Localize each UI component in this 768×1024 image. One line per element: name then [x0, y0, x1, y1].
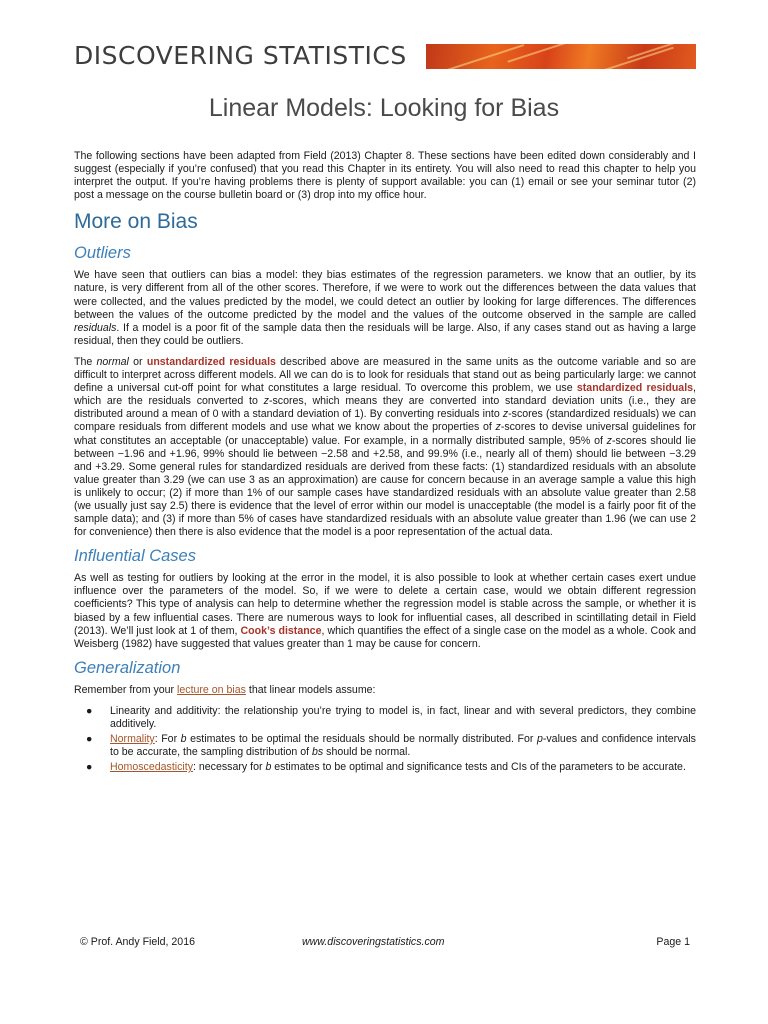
link-normality[interactable]: Normality: [110, 733, 155, 746]
list-item: ● Normality: For b estimates to be optimal the residuals should be normally distributed. For p-values and confidence intervals to be accurate, the sampling distribution of bs should be normal.: [86, 733, 696, 759]
bullet-icon: ●: [86, 733, 93, 746]
list-item: ● Homoscedasticity: necessary for b estimates to be optimal and significance tests and CIs of the parameters to be accurate.: [86, 761, 686, 774]
link-lecture-on-bias[interactable]: lecture on bias: [177, 683, 246, 696]
footer-page-number: Page 1: [656, 936, 690, 948]
bullet-icon: ●: [86, 704, 93, 717]
term-standardized-residuals: standardized residuals: [576, 382, 694, 395]
list-item: ● Linearity and additivity: the relationship you’re trying to model is, in fact, linear and with several predictors, they combine additively.: [86, 704, 696, 730]
page-title: Linear Models: Looking for Bias: [208, 94, 560, 122]
influential-paragraph: As well as testing for outliers by looking at the error in the model, it is also possible to look at whether certain cases exert undue influence over the parameters of the model. So, if we were to delete a certain case, would we obtain different regression coefficients? This type of analysis can help to determine whether the regression model is stable across the sample, or whether it is biased by a few influential cases. There are numerous ways to look for influential cases, all described in scintillating detail in Field (2013). We’ll just look at 1 of them, Cook’s distance, which quantifies the effect of a single case on the model as a whole. Cook and Weisberg (1982) have suggested that values greater than 1 may be cause for concern.: [74, 572, 696, 650]
term-cooks-distance: Cook’s distance: [240, 624, 322, 637]
term-unstandardized-residuals: unstandardized residuals: [146, 355, 276, 368]
subheading-outliers: Outliers: [74, 244, 131, 263]
link-homoscedasticity[interactable]: Homoscedasticity: [110, 761, 194, 774]
footer-copyright: © Prof. Andy Field, 2016: [80, 936, 195, 948]
page-footer: [80, 936, 690, 950]
intro-paragraph: The following sections have been adapted from Field (2013) Chapter 8. These sections have been edited down considerably and I suggest (especially if you’re confused) that you read this Chapter in its entirety. You will also need to read this chapter to help you interpret the output. If you’re having problems there is plenty of support available: you can (1) email or see your seminar tutor (2) post a message on the course bulletin board or (3) drop into my office hour.: [74, 150, 696, 202]
banner-artwork: [426, 44, 696, 69]
generalization-intro: Remember from your lecture on bias that linear models assume:: [74, 683, 376, 696]
subheading-generalization: Generalization: [74, 658, 181, 677]
document-body: [74, 150, 696, 776]
footer-website: www.discoveringstatistics.com: [302, 936, 445, 948]
section-heading-more-on-bias: More on Bias: [74, 210, 198, 234]
banner-title: DISCOVERING STATISTICS: [74, 41, 407, 70]
assumptions-list: [74, 705, 696, 774]
outliers-paragraph-1: We have seen that outliers can bias a model: they bias estimates of the regression parameters. we know that an outlier, by its nature, is very different from all of the other scores. Therefore, if we were to work out the differences between the data values that were collected, and the values predicted by the model, we could detect an outlier by looking for large differences. The differences between the values of the outcome predicted by the model and the values of the outcome observed in the sample are called residuals. If a model is a poor fit of the sample data then the residuals will be large. Also, if any cases stand out as having a large residual, then they could be outliers.: [74, 269, 696, 347]
outliers-paragraph-2: The normal or unstandardized residuals described above are measured in the same units as the outcome variable and so are difficult to interpret across different models. All we can do is to look for residuals that stand out as being particularly large: we cannot define a universal cut-off point for what constitutes a large residual. To overcome this problem, we use standardized residuals, which are the residuals converted to z-scores, which means they are converted into standard deviation units (i.e., they are distributed around a mean of 0 with a standard deviation of 1). By converting residuals into z-scores (standardized residuals) we can compare residuals from different models and use what we know about the properties of z-scores to devise universal guidelines for what constitutes an acceptable (or unacceptable) value. For example, in a normally distributed sample, 95% of z-scores should lie between −1.96 and +1.96, 99% should lie between −2.58 and +2.58, and 99.9% (i.e., nearly all of them) should lie between −3.29 and +3.29. Some general rules for standardized residuals are derived from these facts: (1) standardized residuals with an absolute value greater than 3.29 (we can use 3 as an approximation) are cause for concern because in an average sample a value this high is unlikely to occur; (2) if more than 1% of our sample cases have standardized residuals with an absolute value greater than 2.58 (we usually just say 2.5) there is evidence that the level of error within our model is unacceptable (the model is a fairly poor fit of the sample data); and (3) if more than 5% of cases have standardized residuals with an absolute value greater than 1.96 (we can use 2 for convenience) then there is also evidence that the model is a poor representation of the actual data.: [74, 355, 696, 539]
header-banner: [74, 42, 696, 70]
bullet-icon: ●: [86, 761, 93, 774]
subheading-influential-cases: Influential Cases: [74, 547, 196, 566]
